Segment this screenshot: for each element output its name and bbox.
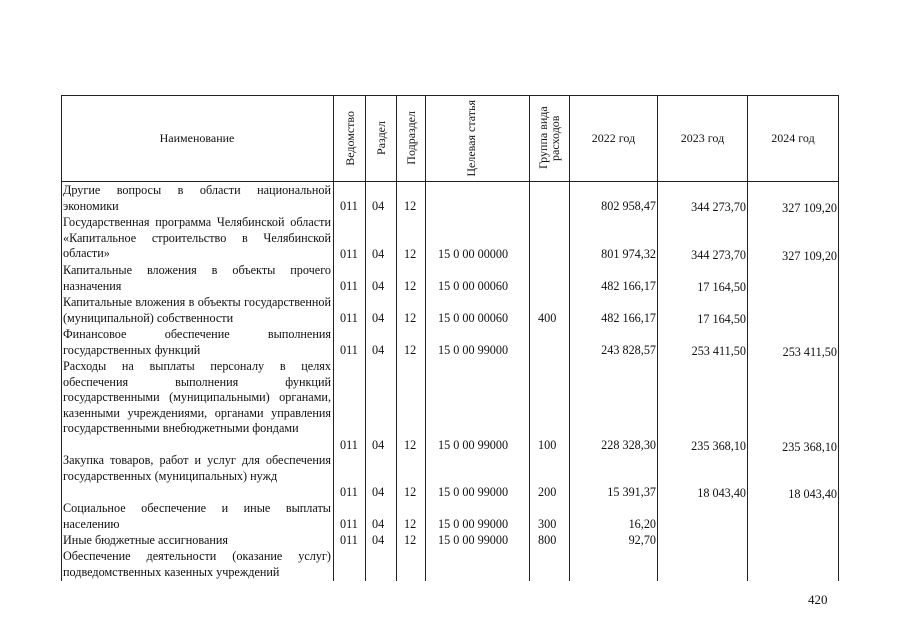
cell-section: 04 xyxy=(372,485,385,499)
cell-2023: 18 043,40 xyxy=(697,486,746,500)
row-name: Закупка товаров, работ и услуг для обеспечения государственных (муниципальных) нужд xyxy=(63,453,331,483)
cell-target: 15 0 00 99000 xyxy=(438,343,509,357)
cell-group: 300 xyxy=(538,517,557,531)
budget-table xyxy=(61,95,839,581)
cell-target: 15 0 00 99000 xyxy=(438,438,509,452)
cell-dept: 011 xyxy=(340,517,358,531)
cell-dept: 011 xyxy=(340,533,358,547)
cell-subsection: 12 xyxy=(404,517,417,531)
cell-dept: 011 xyxy=(340,343,358,357)
cell-dept: 011 xyxy=(340,279,358,293)
row-name: Финансовое обеспечение выполнения государственных функций xyxy=(63,327,331,357)
cell-2022: 482 166,17 xyxy=(601,311,656,325)
header-bottom-border xyxy=(61,181,839,182)
cell-2024: 235 368,10 xyxy=(782,440,837,454)
row-name: Капитальные вложения в объекты государственной (муниципальной) собственности xyxy=(63,295,331,325)
cell-group: 200 xyxy=(538,485,557,499)
header-section: Раздел xyxy=(374,121,388,155)
row-name: Другие вопросы в области национальной экономики xyxy=(63,183,331,213)
table-row xyxy=(61,549,839,581)
cell-subsection: 12 xyxy=(404,311,417,325)
cell-target: 15 0 00 00060 xyxy=(438,311,509,325)
row-name: Расходы на выплаты персоналу в целях обеспечения выполнения функций государственными (муниципальными) органами, казенными учреждениями, органами управления государственными внебюджетными фондами xyxy=(63,359,331,436)
cell-2024: 18 043,40 xyxy=(788,487,837,501)
header-2024: 2024 год xyxy=(771,130,815,145)
cell-subsection: 12 xyxy=(404,279,417,293)
cell-section: 04 xyxy=(372,517,385,531)
cell-subsection: 12 xyxy=(404,343,417,357)
cell-dept: 011 xyxy=(340,311,358,325)
cell-subsection: 12 xyxy=(404,247,417,261)
row-name: Иные бюджетные ассигнования xyxy=(63,533,229,547)
cell-subsection: 12 xyxy=(404,199,417,213)
cell-2022: 802 958,47 xyxy=(601,199,656,213)
cell-group: 100 xyxy=(538,438,557,452)
cell-subsection: 12 xyxy=(404,438,417,452)
header-name: Наименование xyxy=(159,130,235,145)
cell-2023: 344 273,70 xyxy=(691,248,746,262)
cell-2022: 15 391,37 xyxy=(607,485,656,499)
cell-2022: 482 166,17 xyxy=(601,279,656,293)
header-subsection: Подраздел xyxy=(404,111,418,165)
cell-subsection: 12 xyxy=(404,533,417,547)
cell-section: 04 xyxy=(372,343,385,357)
header-dept: Ведомство xyxy=(342,110,357,166)
cell-2023: 235 368,10 xyxy=(691,439,746,453)
cell-2023: 17 164,50 xyxy=(697,280,746,294)
header-exp-group: Группа вида расходов xyxy=(535,106,562,170)
page-number: 420 xyxy=(808,592,828,607)
table-row xyxy=(61,263,839,295)
cell-dept: 011 xyxy=(340,247,358,261)
cell-target: 15 0 00 99000 xyxy=(438,517,509,531)
header-2022: 2022 год xyxy=(591,130,636,145)
table-row xyxy=(61,453,839,501)
cell-2024: 327 109,20 xyxy=(782,249,837,263)
row-name: Социальное обеспечение и иные выплаты населению xyxy=(63,501,331,531)
cell-target: 15 0 00 99000 xyxy=(438,533,509,547)
table-row xyxy=(61,501,839,533)
cell-2022: 16,20 xyxy=(628,517,656,531)
cell-2022: 243 828,57 xyxy=(601,343,656,357)
table-row xyxy=(61,359,839,453)
cell-2022: 228 328,30 xyxy=(601,438,656,452)
cell-target: 15 0 00 00000 xyxy=(438,247,509,261)
header-2023: 2023 год xyxy=(680,130,725,145)
cell-dept: 011 xyxy=(340,438,358,452)
table-row xyxy=(61,533,839,549)
header-target: Целевая статья xyxy=(463,99,478,177)
cell-section: 04 xyxy=(372,247,385,261)
cell-2024: 327 109,20 xyxy=(782,201,837,215)
cell-2023: 344 273,70 xyxy=(691,200,746,214)
row-name: Государственная программа Челябинской области «Капитальное строительство в Челябинской области» xyxy=(63,215,331,261)
cell-2023: 17 164,50 xyxy=(697,312,746,326)
cell-section: 04 xyxy=(372,438,385,452)
row-name: Обеспечение деятельности (оказание услуг) подведомственных казенных учреждений xyxy=(63,549,331,579)
cell-section: 04 xyxy=(372,279,385,293)
cell-target: 15 0 00 00060 xyxy=(438,279,509,293)
cell-section: 04 xyxy=(372,533,385,547)
table-row xyxy=(61,295,839,327)
cell-group: 800 xyxy=(538,533,557,547)
cell-dept: 011 xyxy=(340,199,358,213)
cell-section: 04 xyxy=(372,311,385,325)
cell-2022: 92,70 xyxy=(628,533,656,547)
cell-2023: 253 411,50 xyxy=(691,344,746,358)
table-row xyxy=(61,215,839,263)
cell-group: 400 xyxy=(538,311,557,325)
row-name: Капитальные вложения в объекты прочего назначения xyxy=(63,263,331,293)
cell-dept: 011 xyxy=(340,485,358,499)
cell-2024: 253 411,50 xyxy=(782,345,837,359)
table-row xyxy=(61,183,839,215)
cell-2022: 801 974,32 xyxy=(601,247,656,261)
cell-target: 15 0 00 99000 xyxy=(438,485,509,499)
cell-section: 04 xyxy=(372,199,385,213)
cell-subsection: 12 xyxy=(404,485,417,499)
table-row xyxy=(61,327,839,359)
